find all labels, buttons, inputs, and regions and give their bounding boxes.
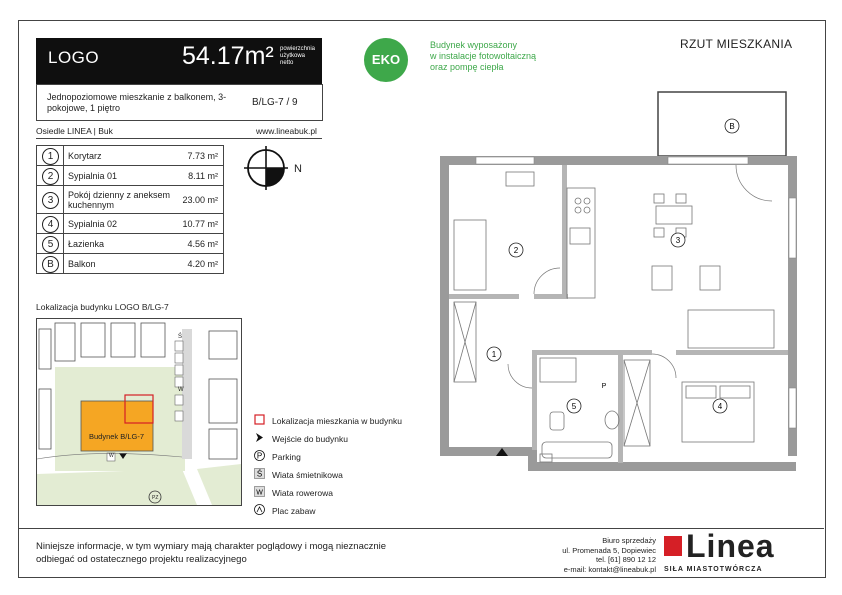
- room-number: B: [42, 256, 59, 273]
- room-name: Balkon: [68, 258, 96, 269]
- plan-label-b: B: [729, 122, 735, 131]
- room-area: 4.20 m²: [187, 258, 218, 269]
- apartment-location-icon: [254, 414, 265, 425]
- entrance-arrow-icon: [254, 432, 265, 443]
- table-row: [36, 214, 224, 234]
- table-row: [36, 145, 224, 166]
- room-name: Korytarz: [68, 150, 102, 161]
- disclaimer: Niniejsze informacje, w tym wymiary mają charakter poglądowy i mogą nieznacznie odbiegać od ostatecznego projektu realizacyjnego: [36, 541, 387, 565]
- svg-text:Ś: Ś: [256, 469, 263, 479]
- room-area: 4.56 m²: [187, 238, 218, 249]
- bath-p-label: P: [601, 383, 607, 390]
- divider: [36, 138, 322, 139]
- room-name: Sypialnia 01: [68, 170, 118, 181]
- office-label: Biuro sprzedaży: [602, 536, 656, 545]
- logo-text: LOGO: [48, 48, 100, 67]
- room-name: Łazienka: [68, 238, 105, 249]
- plan-label-4: 4: [717, 402, 723, 411]
- bike-shelter-mark: W: [178, 387, 184, 393]
- plan-label-1: 1: [491, 350, 497, 359]
- table-row: [36, 254, 224, 274]
- room-area: 7.73 m²: [187, 150, 218, 161]
- plan-label-5: 5: [571, 402, 577, 411]
- location-title: Lokalizacja budynku LOGO B/LG-7: [36, 302, 169, 312]
- linea-logo: [664, 528, 806, 578]
- office-email[interactable]: e-mail: kontakt@lineabuk.pl: [563, 564, 656, 574]
- parking-icon: [254, 450, 265, 461]
- office-address: ul. Promenada 5, Dopiewiec: [562, 545, 656, 555]
- plan-label-3: 3: [675, 236, 681, 245]
- compass-north-label: N: [294, 163, 302, 175]
- project-url[interactable]: www.lineabuk.pl: [256, 126, 317, 136]
- brand-tagline: SIŁA MIASTOTWÓRCZA: [664, 566, 763, 573]
- waste-shelter-mark: Ś: [178, 334, 183, 340]
- room-number: 5: [42, 236, 59, 253]
- room-area: 10.77 m²: [182, 218, 218, 229]
- table-row: [36, 186, 224, 214]
- project-name: Osiedle LINEA | Buk: [36, 126, 113, 136]
- office-phone[interactable]: tel. [61] 890 12 12: [595, 555, 656, 564]
- description-text: Jednopoziomowe mieszkanie z balkonem, 3-pokojowe, 1 piętro: [47, 92, 227, 113]
- location-map: [36, 318, 242, 506]
- room-number: 3: [42, 192, 59, 209]
- room-number: 1: [42, 148, 59, 165]
- room-number: 4: [42, 216, 59, 233]
- svg-text:W: W: [256, 489, 263, 497]
- playground-mark: PZ: [152, 495, 159, 501]
- bike-shelter-icon: [254, 486, 265, 497]
- playground-icon: [254, 504, 265, 515]
- svg-text:P: P: [256, 451, 263, 461]
- apartment-description: [36, 84, 323, 121]
- area-value: 54.17m²: [182, 42, 274, 70]
- sales-office-contact: [540, 536, 656, 574]
- room-table: [36, 145, 224, 274]
- apartment-code: B/LG-7 / 9: [252, 97, 298, 108]
- entrance-w-mark: W: [109, 453, 114, 459]
- brand-name: Linea: [686, 528, 775, 564]
- room-name: Pokój dzienny z aneksem kuchennym: [68, 189, 171, 210]
- eko-badge: EKO: [364, 38, 408, 82]
- plan-title: RZUT MIESZKANIA: [680, 37, 793, 51]
- room-number: 2: [42, 168, 59, 185]
- logo-red-square: [664, 536, 682, 556]
- area-note: powierzchnia użytkowa netto: [280, 46, 316, 66]
- header-bar: [36, 38, 322, 84]
- plan-label-2: 2: [513, 246, 519, 255]
- room-name: Sypialnia 02: [68, 218, 118, 229]
- table-row: [36, 166, 224, 186]
- floor-plan: [436, 88, 806, 488]
- building-label: Budynek B/LG-7: [89, 432, 145, 441]
- table-row: [36, 234, 224, 254]
- waste-shelter-icon: [254, 468, 265, 479]
- site-map-drawing: [37, 319, 241, 505]
- room-area: 23.00 m²: [182, 194, 218, 205]
- eko-description: Budynek wyposażony w instalacje fotowoltaiczną oraz pompę ciepła: [430, 40, 537, 72]
- room-area: 8.11 m²: [188, 170, 218, 181]
